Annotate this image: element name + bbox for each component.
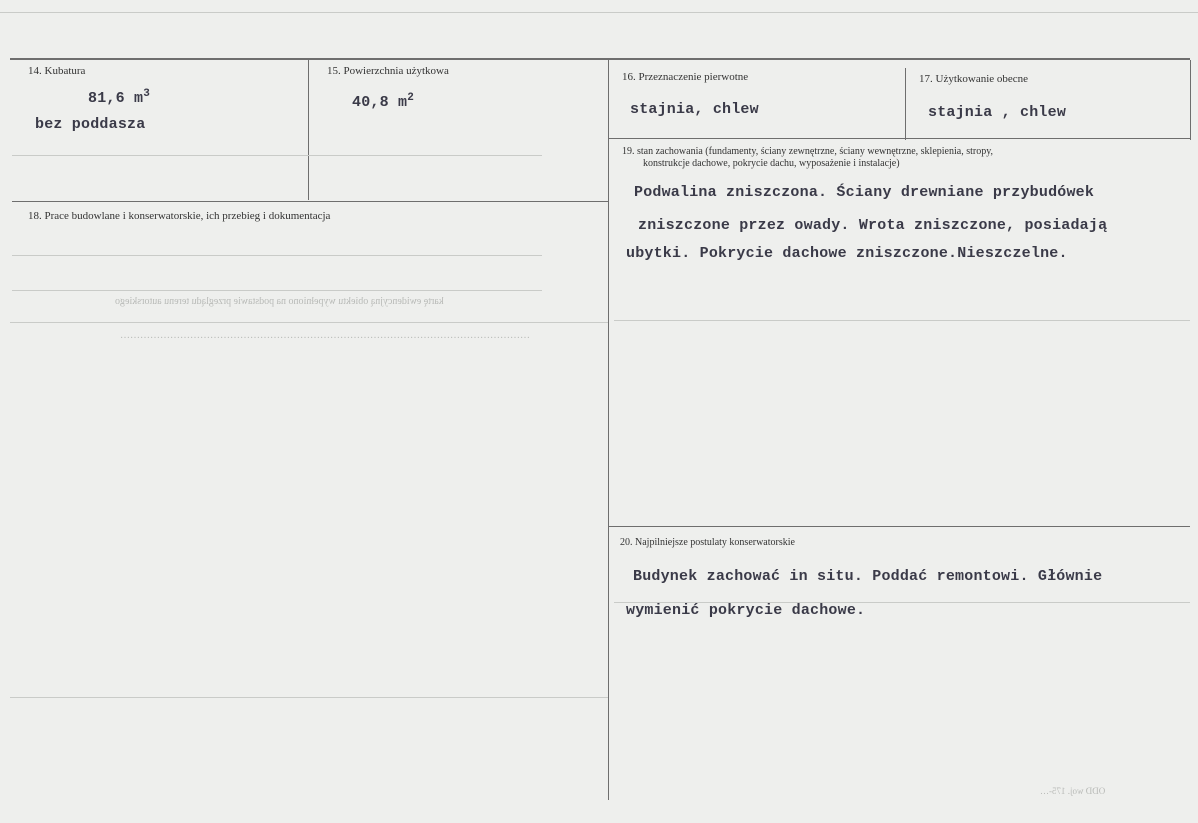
divider	[1190, 60, 1191, 140]
divider	[608, 60, 609, 800]
field-20-text-line-1: Budynek zachować in situ. Poddać remontowi. Głównie	[633, 568, 1103, 585]
show-through-text: ……………………………………………………………………………………………………………	[120, 330, 530, 341]
divider	[10, 322, 608, 323]
field-14-label: 14. Kubatura	[28, 65, 86, 77]
field-19-text-line-3: ubytki. Pokrycie dachowe zniszczone.Nieszczelne.	[626, 245, 1068, 262]
field-19-label-line-1: 19. stan zachowania (fundamenty, ściany zewnętrzne, ściany wewnętrzne, sklepienia, stropy,	[622, 146, 994, 157]
field-15-label: 15. Powierzchnia użytkowa	[327, 65, 449, 77]
field-17-value: stajnia , chlew	[928, 104, 1067, 121]
field-14-value	[88, 88, 150, 107]
field-16-value: stajnia, chlew	[630, 101, 759, 118]
field-19-label-line-2: konstrukcje dachowe, pokrycie dachu, wyposażenie i instalacje)	[643, 158, 900, 169]
divider	[10, 58, 1190, 60]
field-19-text-line-2: zniszczone przez owady. Wrota zniszczone, posiadają	[638, 217, 1108, 234]
divider	[12, 155, 542, 156]
field-16-label: 16. Przeznaczenie pierwotne	[622, 71, 749, 83]
field-20-text-line-2: wymienić pokrycie dachowe.	[626, 602, 866, 619]
show-through-text: kartę ewidencyjną obiektu wypełniono na podstawie przeglądu terenu autorskiego	[115, 296, 444, 307]
divider	[0, 12, 1198, 13]
divider	[608, 138, 1190, 139]
field-19-text-line-1: Podwalina zniszczona. Ściany drewniane przybudówek	[634, 184, 1095, 201]
field-14-unit-exponent: 3	[143, 88, 151, 100]
divider	[905, 68, 906, 140]
field-15-value-text: 40,8 m	[352, 94, 408, 111]
field-17-label: 17. Użytkowanie obecne	[919, 73, 1029, 85]
divider	[12, 290, 542, 291]
field-15-unit-exponent: 2	[407, 92, 415, 104]
field-14-note: bez poddasza	[35, 116, 146, 133]
divider	[308, 60, 309, 200]
field-20-label: 20. Najpilniejsze postulaty konserwatorskie	[620, 537, 795, 548]
divider	[12, 201, 608, 202]
field-18-label: 18. Prace budowlane i konserwatorskie, ich przebieg i dokumentacja	[28, 210, 331, 222]
divider	[614, 320, 1190, 321]
field-14-value-text: 81,6 m	[88, 90, 144, 107]
divider	[12, 255, 542, 256]
divider	[10, 697, 608, 698]
divider	[608, 526, 1190, 527]
field-15-value	[352, 92, 414, 111]
show-through-text: ODD woj. 175-…	[1040, 786, 1106, 796]
